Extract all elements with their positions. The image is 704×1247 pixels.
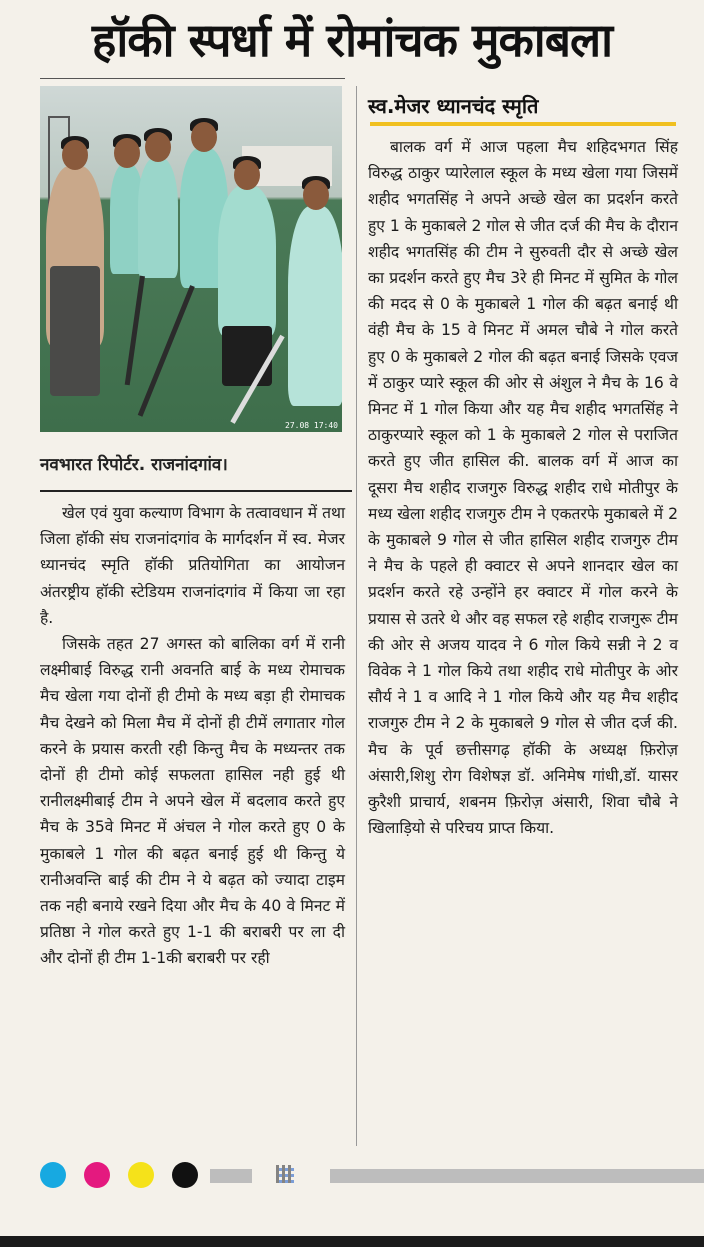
top-rule [40, 78, 345, 79]
hockey-stick [138, 285, 195, 417]
article-paragraph: बालक वर्ग में आज पहला मैच शहिदभगत सिंह विरुद्ध ठाकुर प्यारेलाल स्कूल के मध्य खेला गया जिसमें शहीद भगतसिंह ने अपने अच्छे खेल का प्रदर्शन करते हुए 1 के मुकाबले 2 गोल से जीत दर्ज की मैच के दौरान शहीद भगतसिंह की टीम ने सुरुवती दौर से अच्छे खेल का प्रदर्शन करते हुए मैच 3रे ही मिनट में सुमित के गोल की मदद से 0 के मुकाबले 1 गोल की बढ़त बनाई थी वंही मैच के 15 वे मिनट में अमल चौबे ने गोल करते हुए 0 के मुकाबले 2 गोल की बढ़त बनाई जिसके एवज में ठाकुर प्यारे स्कूल की ओर से अंशुल ने मैच के 16 वे मिनट में 1 गोल किया और यह मैच शहीद भगतसिंह ने ठाकुरप्यारे स्कूल को 1 के मुकाबले 2 गोल से पराजित करते हुए जीत हासिल की. बालक वर्ग में आज का दूसरा मैच शहीद राजगुरु विरुद्ध शहीद राधे मोतीपुर के मध्य खेला शहीद राजगुरु टीम ने एकतरफे मुकाबले में 2 के मुकाबले 9 गोल से जीत हासिल शहीद राजगुरु टीम ने मैच के पहले ही क्वाटर से अपने शानदार खेल का प्रदर्शन करते रहे उन्होंने हर क्वाटर में गोल करने के प्रयास से उतरे थे और वह सफल रहे शहीद राजगुरू टीम की ओर से अजय यादव ने 6 गोल किये सन्नी ने 2 व विवेक ने 1 गोल किये तथा शहीद राधे मोतीपुर के ओर सौर्य ने 1 व आदि ने 1 गोल किये और यह मैच शहीद राजगुरु टीम ने 2 के मुकाबले 9 गोल से जीत दर्ज की. मैच के पूर्व छत्तीसगढ़ हॉकी के अध्यक्ष फ़िरोज़ अंसारी,शिशु रोग विशेषज्ञ डॉ. अनिमेष गांधी,डॉ. यासर कुरैशी प्राचार्य, शबनम फ़िरोज़ अंसारी, शिवा चौबे ने खिलाड़ियो से परिचय प्राप्त किया. [368, 138, 679, 838]
bottom-bar [0, 1236, 704, 1247]
subheadline-underline [370, 122, 676, 126]
grey-bar [210, 1169, 252, 1183]
caption-rule [40, 490, 352, 492]
player-figure [138, 158, 178, 278]
column-divider [356, 86, 357, 1146]
player-figure [288, 206, 342, 406]
grey-bar [330, 1169, 704, 1183]
article-paragraph: खेल एवं युवा कल्याण विभाग के तत्वावधान में तथा जिला हॉकी संघ राजनांदगांव के मार्गदर्शन में स्व. मेजर ध्यानचंद स्मृति हॉकी प्रतियोगिता का आयोजन अंतरष्ट्रीय हॉकी स्टेडियम राजनांदगांव में किया जा रहा है. [40, 504, 345, 627]
magenta-mark [84, 1162, 110, 1188]
news-photo [40, 86, 342, 432]
article-paragraph: जिसके तहत 27 अगस्त को बालिका वर्ग में रानी लक्ष्मीबाई विरुद्ध रानी अवनति बाई के मध्य रोमाचक मैच खेला गया दोनों ही टीमो के मध्य बड़ा ही रोमाचक मैच देखने को मिला मैच में दोनों ही टीमें लगातार गोल करने के प्रयास करती रही किन्तु मैच के मध्यन्तर तक दोनों ही टीमो कोई सफलता हासिल नही हुई थी रानीलक्ष्मीबाई टीम ने अपने खेल में बदलाव करते हुए मैच के 35वे मिनट में अंचल ने गोल करते हुए 0 के मुकाबले 1 गोल की बढ़त बनाई हुई थी किन्तु ये रानीअवन्ति बाई की टीम ने ये बढ़त को ज्यादा टाइम तक नही बनाये रखने दिया और मैच के 40 वे मिनट में प्रतिष्ठा ने गोल करते हुए 1-1 की बराबरी पर ला दी और दोनों ही टीम 1-1की बराबरी पर रही [40, 635, 345, 968]
registration-grid-mark [276, 1165, 294, 1183]
player-shorts [222, 326, 272, 386]
right-column [368, 134, 678, 841]
official-legs [50, 266, 100, 396]
headline: हॉकी स्पर्धा में रोमांचक मुकाबला [91, 13, 613, 67]
photo-timestamp: 27.08 17:40 [285, 421, 338, 430]
subheadline: स्व.मेजर ध्यानचंद स्मृति [368, 94, 539, 118]
player-figure [218, 186, 276, 336]
left-column [40, 500, 345, 972]
yellow-mark [128, 1162, 154, 1188]
hockey-stick [125, 276, 145, 386]
print-registration-marks [40, 1160, 704, 1190]
black-mark [172, 1162, 198, 1188]
photo-caption: नवभारत रिपोर्टर. राजनांदगांव। [40, 455, 228, 475]
cyan-mark [40, 1162, 66, 1188]
